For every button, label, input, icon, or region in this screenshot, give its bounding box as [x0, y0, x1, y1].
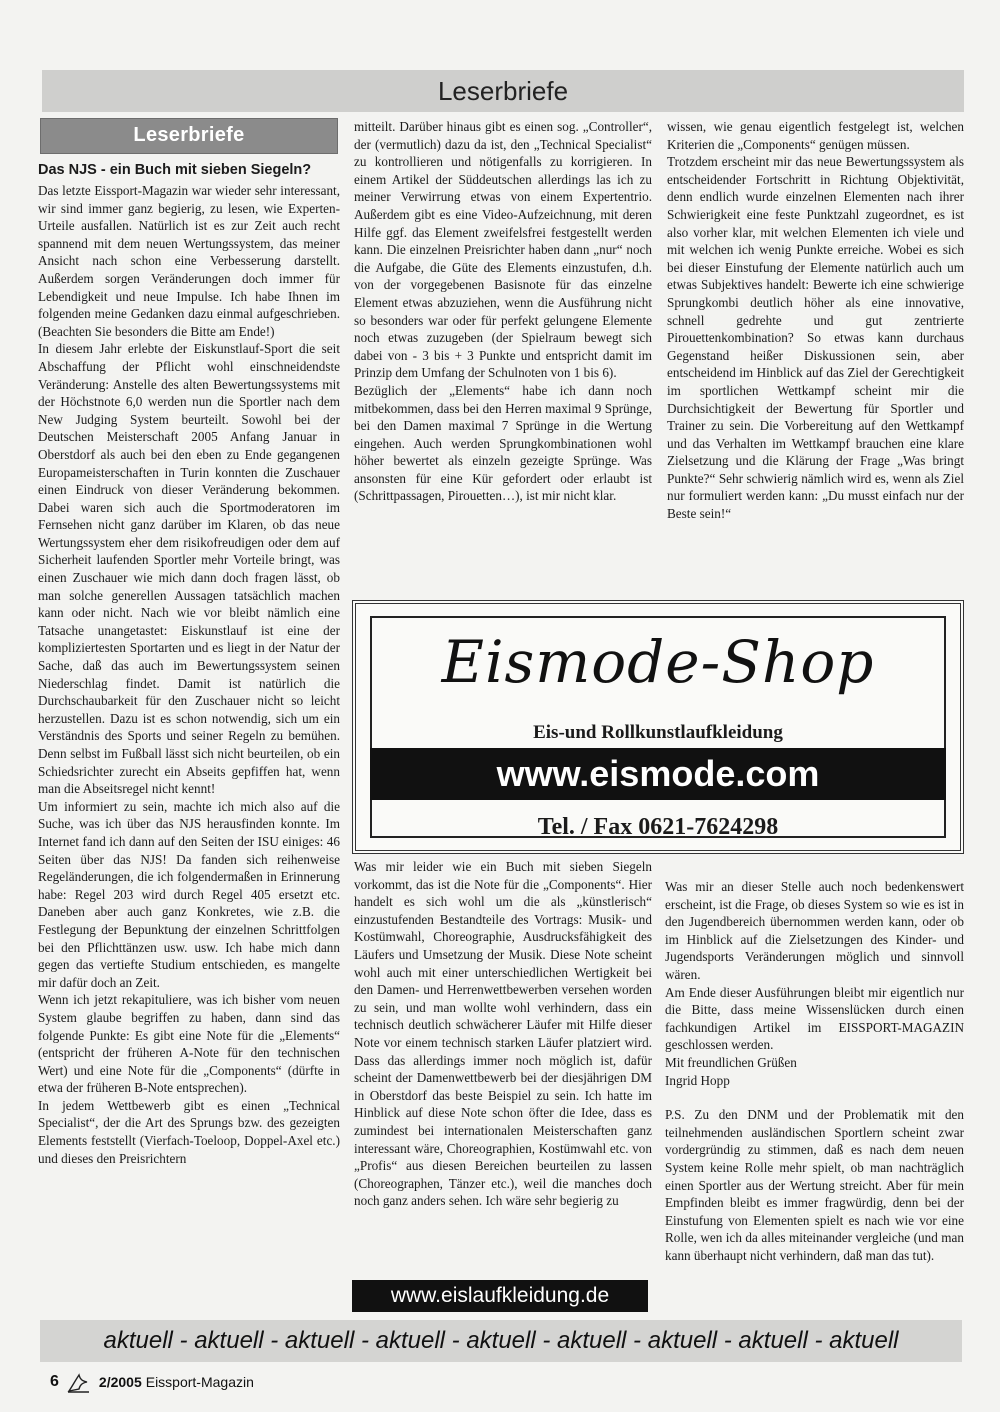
page-header-title: Leserbriefe — [437, 75, 569, 106]
author-signature: Ingrid Hopp — [665, 1072, 730, 1088]
page-footer — [50, 1370, 254, 1394]
article-column-2-lower — [354, 858, 652, 1210]
article-column-1 — [38, 118, 340, 1167]
ad-subtitle: Eis-und Rollkunstlaufkleidung — [533, 722, 783, 743]
article-column-2 — [354, 118, 652, 505]
paragraph: Am Ende dieser Ausführungen bleibt mir eigentlich nur die Bitte, dass meine Wissenslücken durch einen fachkundigen Artikel im EISSPORT-MAGAZIN geschlossen werden. — [665, 984, 964, 1053]
ad-url-link[interactable]: www.eismode.com — [370, 748, 946, 800]
page-header — [42, 70, 964, 112]
section-label: Leserbriefe — [40, 118, 338, 154]
paragraph: Das letzte Eissport-Magazin war wieder sehr interessant, wir sind immer ganz begierig, zu lesen, wie Experten-Urteile ausfallen. Natürlich ist es zur Zeit auch recht spannend mit dem neuen Wertungssystem, das meiner Ansicht nach schon eine Verbesserung darstellt. Außerdem sorgen Veränderungen doch immer für Lebendigkeit und neue Impulse. Ich habe Ihnen im folgenden meine Gedanken dazu einmal aufgeschrieben. (Beachten Sie besonders die Bitte am Ende!) — [38, 183, 340, 339]
ad-frame — [370, 616, 946, 838]
article-headline: Das NJS - ein Buch mit sieben Siegeln? — [38, 162, 312, 178]
magazine-name: Eissport-Magazin — [145, 1374, 254, 1390]
skater-logo-icon — [67, 1371, 91, 1393]
ad-shop-name: Eismode-Shop — [441, 628, 875, 696]
closing-line: Mit freundlichen Grüßen — [665, 1054, 797, 1070]
article-column-3-lower — [665, 878, 964, 1264]
paragraph: Was mir an dieser Stelle auch noch bedenkenswert erscheint, ist die Frage, ob dieses System so wie es ist in den Jugendbereich übernommen werden kann, oder ob im Hinblick auf die Zielsetzungen des Kinder- und Jugendsports Veränderungen möglich und sinnvoll wären. — [665, 879, 964, 982]
paragraph: Trotzdem erscheint mir das neue Bewertungssystem als entscheidender Fortschritt in Richtung Objektivität, denn endlich wurde einzelnen Elementen nach ihrer Schwierigkeit eine feste Punktzahl zugeordnet, es ist also vorher klar, mit welchen Elementen ich viele und mit welchen ich wenig Punkte erreiche. Wobei es sich bei dieser Einstufung der Elemente natürlich auch um etwas Subjektives handelt: Bewerte ich eine schwierige Sprungkombi deutlich höher als eine innovative, schnell gedrehte und gut zentrierte Pirouettenkombination? So etwas kann durchaus Gegenstand heißer Diskussionen sein, aber entscheidend im Hinblick auf das Ziel der Gerechtigkeit im sportlichen Wettkampf scheint mir die Durchsichtigkeit der Bewertung für Sportler und Trainer zu sein. Die Vorbereitung auf den Wettkampf und das Verhalten im Wettkampf brauchen eine klare Zielsetzung und die Klärung der Frage „Was bringt Punkte?“ Sehr schwierig nämlich wird es, wenn als Ziel nur formuliert werden kann: „Du musst einfach nur der Beste sein!“ — [667, 154, 964, 522]
paragraph: Was mir leider wie ein Buch mit sieben Siegeln vorkommt, das ist die Note für die „Components“. Hier handelt es sich wohl um die als „künstlerisch“ einzustufenden Bestandteile des Vortrags: Musik- und Kostümwahl, Choreographie, Ausdrucksfähigkeit des Läufers und Umsetzung der Musik. Diese Note scheint wohl auch mit einer unterschiedlichen Wertigkeit bei den Damen- und Herrenwettbewerben versehen worden zu sein, und man wollte wohl verhindern, dass ein technisch deutlich schwächerer Läufer mit Hilfe dieser Note vor einem technisch starken Läufer platziert wird. Dass das allerdings immer noch möglich ist, dafür scheint der Damenwettbewerb bei der diesjährigen DM in Oberstdorf das beste Beispiel zu sein. Ich hatte im Hinblick auf diese Note schon öfter die Idee, dass es zumindest bei internationalen Meisterschaften ganz interessant wäre, Choreographien, Kostümwahl etc. von „Profis“ aus diesen Bereichen beurteilen zu lassen (Choreographen, Tänzer etc.), weil die manches doch noch ganz anders sehen. Ich wäre sehr begierig zu — [354, 859, 652, 1209]
paragraph: Wenn ich jetzt rekapituliere, was ich bisher vom neuen System glaube begriffen zu haben, dann sind das folgende Punkte: Es gibt eine Note für die „Elements“ (entspricht der früheren A-Note für den technischen Wert) und eine Note für die „Components“ (dürfte in etwa der früheren B-Note entsprechen). — [38, 992, 340, 1096]
paragraph: In jedem Wettbewerb gibt es einen „Technical Specialist“, der die Art des Sprungs bzw. des gezeigten Elements feststellt (Vierfach-Toeloop, Doppel-Axel etc.) und dieses den Preisrichtern — [38, 1097, 340, 1166]
postscript: P.S. Zu den DNM und der Problematik mit den teilnehmenden ausländischen Sportlern scheint zwar vordergründig zu stimmen, daß es nach dem neuen System keine Rolle mehr spielt, ob man nachträglich einen Sportler aus der Wertung streicht. Aber für mein Empfinden bleibt es immer fragwürdig, denn bei der Einstufung von Elementen spielt es nach wie vor eine Rolle, wen ich da alles miteinander vergleiche (und man kann überhaupt nicht verhindern, daß man das tut). — [665, 1107, 964, 1263]
ad-phone: Tel. / Fax 0621-7624298 — [537, 814, 779, 840]
article-column-3 — [667, 118, 964, 523]
page-number: 6 — [50, 1373, 59, 1390]
aktuell-ticker: aktuell - aktuell - aktuell - aktuell - aktuell - aktuell - aktuell - aktuell - aktuell — [40, 1320, 962, 1362]
paragraph: In diesem Jahr erlebte der Eiskunstlauf-Sport die seit Abschaffung der Pflicht wohl einschneidendste Veränderung: Anstelle des alten Bewertungssystems mit der Höchstnote 6,0 werden nun die Sportler nach dem New Judging System beurteilt. Sowohl bei der Deutschen Meisterschaft 2005 Anfang Januar in Oberstdorf als auch bei den eben zu Ende gegangenen Europameisterschaften in Turin konnten die Zuschauer einen Eindruck von dieser Veränderung bekommen. Dabei waren sich auch die Sportmoderatoren im Fernsehen nicht ganz darüber im Klaren, ob das neue Wertungssystem eher dem risikofreudigen oder dem auf Sicherheit laufenden Sportler mehr Vorteile bringt, was einen Zuschauer wie mich dann doch fragen lässt, ob man solche generellen Aussagen tatsächlich machen kann oder nicht. Nach wie vor bleibt nämlich eine Tatsache unangetastet: Eiskunstlauf ist eine der kompliziertesten Sportarten und es liegt in der Natur der Sache, daß das auch im Bewertungssystem seinen Niederschlag findet. Damit ist natürlich die Durchschaubarkeit für den Zuschauer nicht so leicht herzustellen. Dazu ist es schon notwendig, sich um ein Verständnis des Sports und seiner Regeln zu bemühen. Denn selbst im Fußball lässt sich nicht beurteilen, ob ein Schiedsrichter zurecht ein Abseits gepfiffen hat, wenn man die Abseitsregel nicht kennt! — [38, 341, 340, 797]
paragraph: Um informiert zu sein, machte ich mich also auf die Suche, was ich über das NJS herausfinden konnte. Im Internet fand ich dann auf den Seiten der ISU einiges: 46 Seiten über das NJS! Da fanden sich reihenweise Regeländerungen, die ich folgendermaßen in Erinnerung habe: Regel 203 wird durch Regel 405 ersetzt etc. Daneben aber auch ganz Konkretes, wie z.B. die Festlegung der Bepunktung der einzelnen Schrittfolgen bei den Pflichttänzen usw. usw. Ich habe mich dann gegen das vertiefte Studium entschieden, es mangelte mir dafür doch an Zeit. — [38, 798, 340, 990]
eismode-advertisement[interactable] — [352, 600, 964, 854]
paragraph: Bezüglich der „Elements“ habe ich dann noch mitbekommen, dass bei den Herren maximal 9 Sprünge, bei den Damen maximal 7 Sprünge in die Wertung eingehen. Auch werden Sprungkombinationen wohl höher bewertet als einzeln gezeigte Sprünge. Was ansonsten für eine Kür gefordert oder erlaubt ist (Schrittpassagen, Pirouetten…), ist mir nicht klar. — [354, 382, 652, 504]
issue-number: 2/2005 — [98, 1374, 142, 1390]
paragraph: wissen, wie genau eigentlich festgelegt ist, welchen Kriterien die „Components“ genügen müssen. — [667, 119, 964, 152]
paragraph: mitteilt. Darüber hinaus gibt es einen sog. „Controller“, der (vermutlich) dazu da ist, den „Technical Specialist“ zu kontrollieren und nötigenfalls zu korrigieren. In einem Artikel der Süddeutschen allerdings las ich zu meiner Verwirrung etwas von einem Expertentrio. Außerdem gibt es eine Video-Aufzeichnung, mit deren Hilfe ggf. das Element zweifelsfrei festgestellt werden kann. Die einzelnen Preisrichter haben dann „nur“ noch die Aufgabe, die Güte des Elements einzustufen, d.h. von der vorgegebenen Basisnote für das einzelne Element etwas abzuziehen, wenn die Ausführung nicht so besonders war oder für perfekt gelungene Elemente noch etwas zuzugeben (der Spielraum bewegt sich dabei von - 3 bis + 3 Punkte und entspricht damit im Prinzip dem Umfang der Schulnoten von 1 bis 6). — [354, 119, 652, 381]
eislaufkleidung-link[interactable]: www.eislaufkleidung.de — [352, 1280, 648, 1312]
